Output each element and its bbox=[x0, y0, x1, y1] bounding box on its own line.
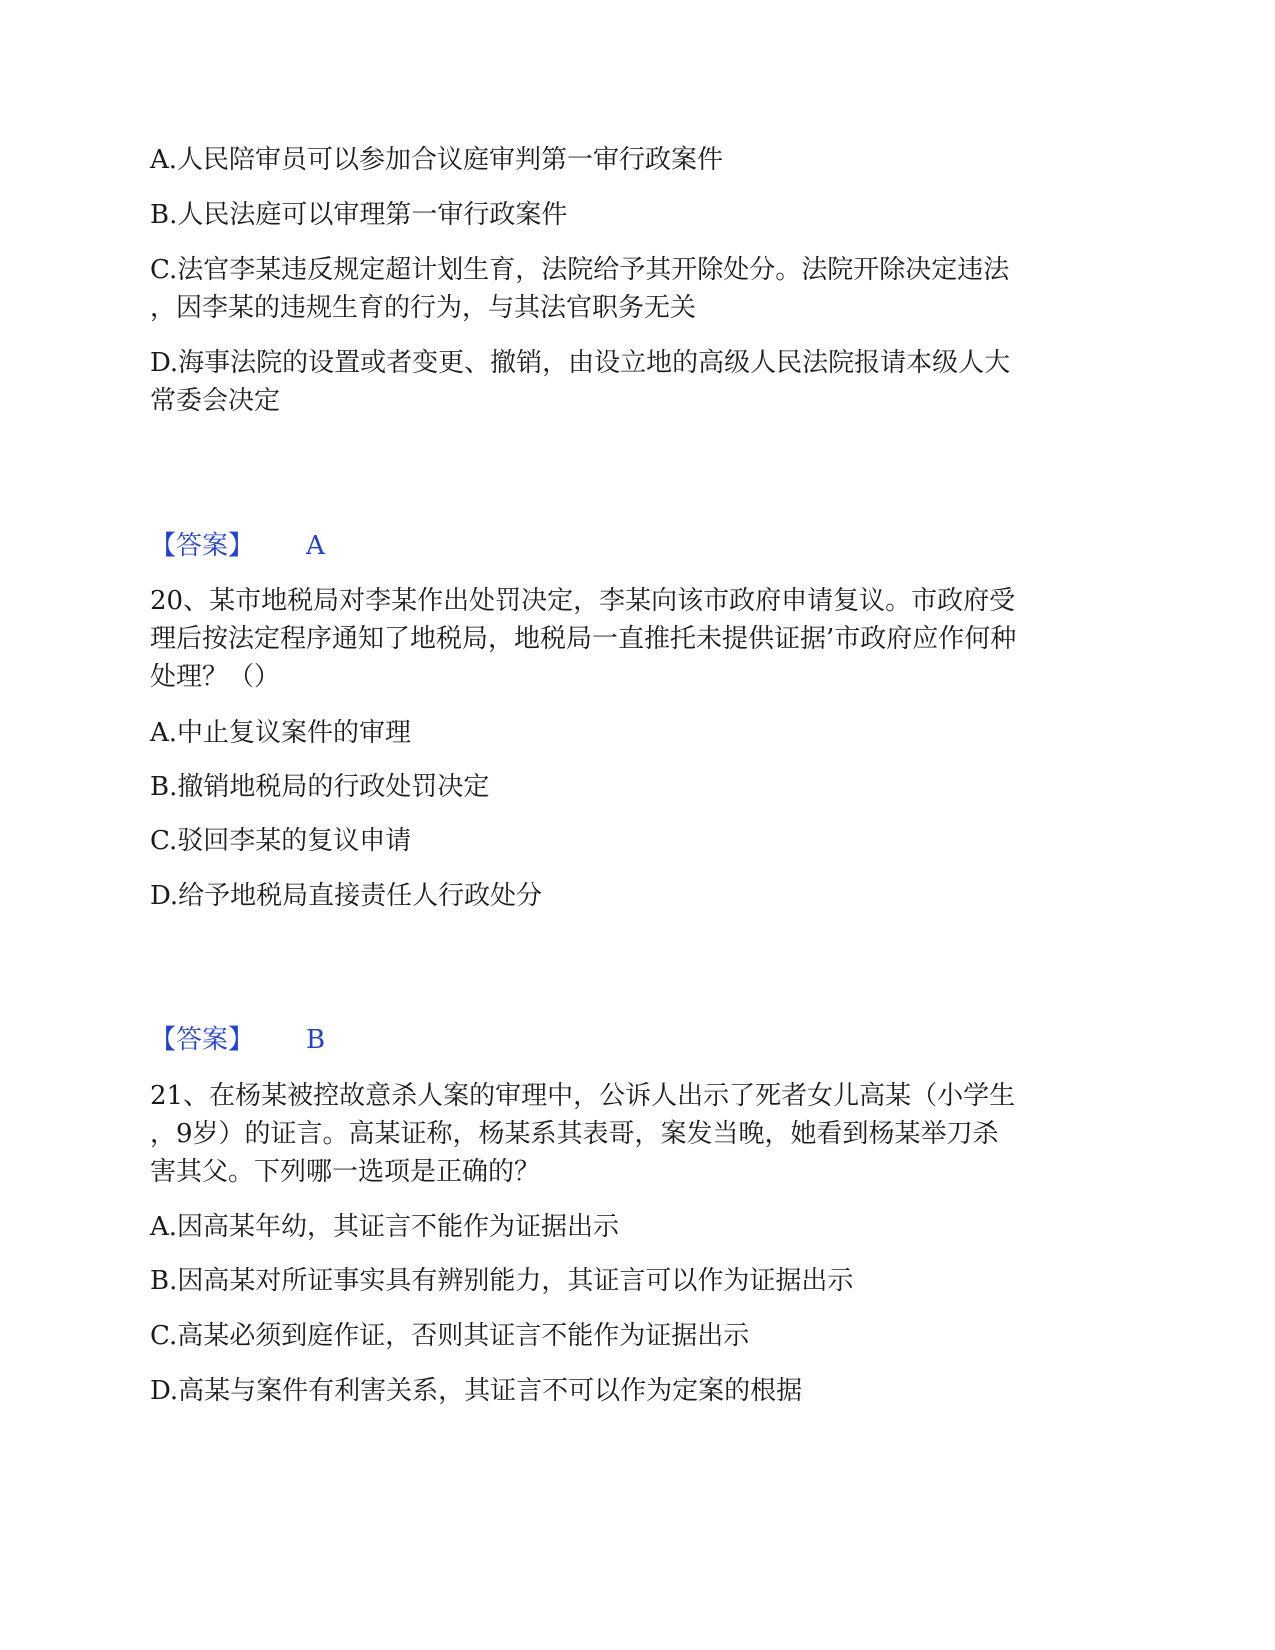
answer-19 bbox=[150, 526, 325, 566]
answer-value: A bbox=[306, 531, 325, 561]
option-b: B.人民法庭可以审理第一审行政案件 bbox=[150, 200, 568, 230]
question-20-stem-line-3: 处理？（） bbox=[150, 662, 281, 692]
answer-value: B bbox=[306, 1025, 326, 1055]
question-20-option-c: C.驳回李某的复议申请 bbox=[150, 826, 412, 856]
question-21-stem-line-2: ，9岁）的证言。高某证称，杨某系其表哥，案发当晚，她看到杨某举刀杀 bbox=[150, 1119, 999, 1149]
option-d: D.海事法院的设置或者变更、撤销，由设立地的高级人民法院报请本级人大 bbox=[150, 348, 1011, 378]
answer-label: 【答案】 bbox=[150, 1025, 255, 1055]
answer-20 bbox=[150, 1020, 325, 1060]
question-21-option-b: B.因高某对所证事实具有辨别能力，其证言可以作为证据出示 bbox=[150, 1266, 854, 1296]
question-21-option-a: A.因高某年幼，其证言不能作为证据出示 bbox=[150, 1212, 620, 1242]
question-20-option-a: A.中止复议案件的审理 bbox=[150, 718, 412, 748]
answer-label: 【答案】 bbox=[150, 531, 255, 561]
option-c: C.法官李某违反规定超计划生育，法院给予其开除处分。法院开除决定违法 bbox=[150, 255, 1010, 285]
option-d-continued: 常委会决定 bbox=[150, 386, 281, 416]
question-20-option-d: D.给予地税局直接责任人行政处分 bbox=[150, 881, 543, 911]
question-21-stem-line-3: 害其父。下列哪一选项是正确的？ bbox=[150, 1157, 541, 1187]
option-c-continued: ，因李某的违规生育的行为，与其法官职务无关 bbox=[150, 293, 697, 323]
question-20-stem-line-1: 20、某市地税局对李某作出处罚决定，李某向该市政府申请复议。市政府受 bbox=[150, 586, 1016, 616]
question-20-stem-line-2: 理后按法定程序通知了地税局，地税局一直推托未提供证据’市政府应作何种 bbox=[150, 624, 1017, 654]
question-21-option-d: D.高某与案件有利害关系，其证言不可以作为定案的根据 bbox=[150, 1376, 803, 1406]
question-21-option-c: C.高某必须到庭作证，否则其证言不能作为证据出示 bbox=[150, 1321, 750, 1351]
question-21-stem-line-1: 21、在杨某被控故意杀人案的审理中，公诉人出示了死者女儿高某（小学生 bbox=[150, 1081, 1016, 1111]
option-a: A.人民陪审员可以参加合议庭审判第一审行政案件 bbox=[150, 145, 724, 175]
question-20-option-b: B.撤销地税局的行政处罚决定 bbox=[150, 772, 490, 802]
